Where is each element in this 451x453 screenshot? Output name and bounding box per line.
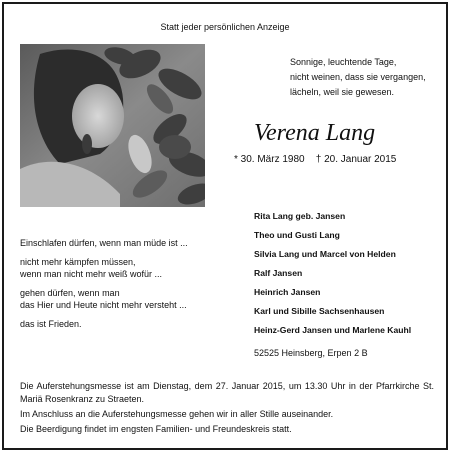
mourner-name: Karl und Sibille Sachsenhausen xyxy=(254,306,385,316)
verse-line: nicht mehr kämpfen müssen, xyxy=(20,256,136,267)
mourner-name: Ralf Jansen xyxy=(254,268,303,278)
verse-line: Einschlafen dürfen, wenn man müde ist ... xyxy=(20,238,188,248)
verse-line: gehen dürfen, wenn man xyxy=(20,287,120,298)
portrait-image xyxy=(20,44,205,207)
address: 52525 Heinsberg, Erpen 2 B xyxy=(254,348,368,358)
verse-line: nicht weinen, dass sie vergangen, xyxy=(290,72,426,82)
mourner-name: Heinrich Jansen xyxy=(254,287,321,297)
mourners-list xyxy=(254,207,411,340)
verse-line: Sonnige, leuchtende Tage, xyxy=(290,57,397,67)
verse-stanza xyxy=(20,237,188,250)
portrait-photo xyxy=(20,44,205,207)
verse-stanza xyxy=(20,256,188,281)
top-verse xyxy=(290,55,426,100)
verse-line: das ist Frieden. xyxy=(20,318,82,329)
verse-line: wenn man nicht mehr weiß wofür ... xyxy=(20,269,163,279)
mourner-name: Theo und Gusti Lang xyxy=(254,230,340,240)
mourner-name: Rita Lang geb. Jansen xyxy=(254,211,346,221)
left-verse xyxy=(20,237,188,336)
verse-line: das Hier und Heute nicht mehr versteht ... xyxy=(20,300,187,310)
service-paragraph: Im Anschluss an die Auferstehungsmesse gehen wir in aller Stille auseinander. xyxy=(20,409,334,419)
verse-line: lächeln, weil sie gewesen. xyxy=(290,87,395,97)
verse-stanza xyxy=(20,287,188,312)
mourner-name: Heinz-Gerd Jansen und Marlene Kauhl xyxy=(254,325,412,335)
mourner-name: Silvia Lang und Marcel von Helden xyxy=(254,249,396,259)
death-date: † 20. Januar 2015 xyxy=(315,154,397,165)
verse-stanza xyxy=(20,318,188,331)
header-text: Statt jeder persönlichen Anzeige xyxy=(160,22,290,32)
obituary-notice xyxy=(2,2,448,450)
birth-date: * 30. März 1980 xyxy=(234,154,305,165)
deceased-name: Verena Lang xyxy=(254,120,376,146)
service-info xyxy=(20,380,434,438)
service-paragraph: Die Auferstehungsmesse ist am Dienstag, dem 27. Januar 2015, um 13.30 Uhr in der Pfarrkirche St. Mariä Rosenkranz zu Straeten. xyxy=(20,381,434,404)
service-paragraph: Die Beerdigung findet im engsten Familien- und Freundeskreis statt. xyxy=(20,424,292,434)
life-dates xyxy=(234,154,396,165)
